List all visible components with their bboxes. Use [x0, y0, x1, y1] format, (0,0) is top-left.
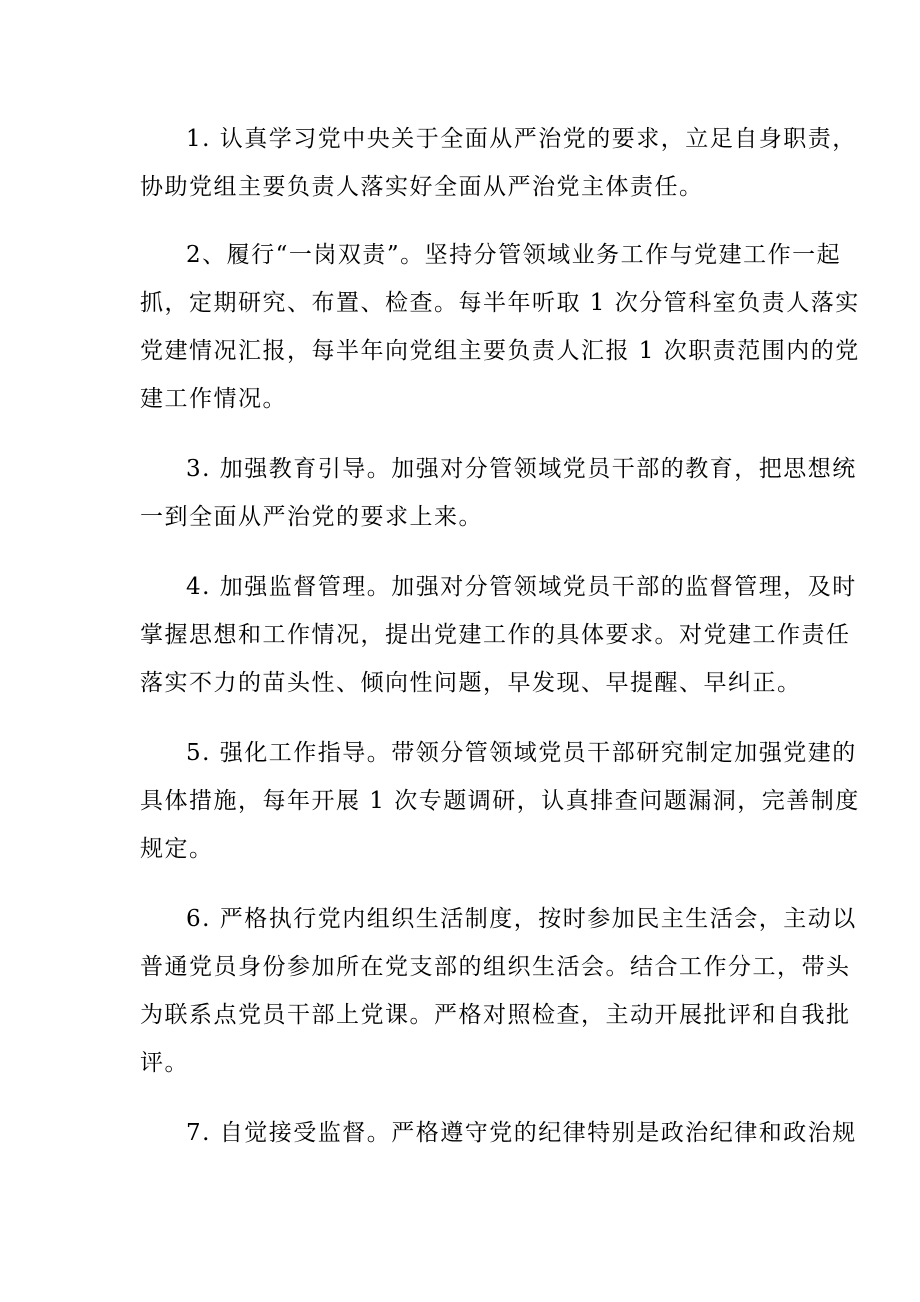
paragraph-line: 抓，定期研究、布置、检查。每半年听取 1 次分管科室负责人落实	[140, 290, 860, 316]
paragraph-line: 规定。	[140, 836, 214, 862]
paragraph-line: 党建情况汇报，每半年向党组主要负责人汇报 1 次职责范围内的党	[140, 338, 860, 364]
paragraph-line: 5. 强化工作指导。带领分管领域党员干部研究制定加强党建的	[186, 740, 857, 766]
paragraph-line: 具体措施，每年开展 1 次专题调研，认真排查问题漏洞，完善制度	[140, 788, 860, 814]
paragraph-line: 4. 加强监督管理。加强对分管领域党员干部的监督管理，及时	[186, 574, 857, 600]
paragraph-line: 6. 严格执行党内组织生活制度，按时参加民主生活会，主动以	[186, 906, 857, 932]
paragraph-line: 掌握思想和工作情况，提出党建工作的具体要求。对党建工作责任	[140, 622, 851, 648]
paragraph-line: 3. 加强教育引导。加强对分管领域党员干部的教育，把思想统	[186, 456, 857, 482]
paragraph-line: 建工作情况。	[140, 386, 287, 412]
paragraph-line: 7. 自觉接受监督。严格遵守党的纪律特别是政治纪律和政治规	[186, 1120, 857, 1146]
paragraph-line: 普通党员身份参加所在党支部的组织生活会。结合工作分工，带头	[140, 954, 851, 980]
paragraph-line: 为联系点党员干部上党课。严格对照检查，主动开展批评和自我批	[140, 1002, 851, 1028]
paragraph-line: 落实不力的苗头性、倾向性问题，早发现、早提醒、早纠正。	[140, 670, 802, 696]
paragraph-line: 评。	[140, 1050, 189, 1076]
paragraph-line: 一到全面从严治党的要求上来。	[140, 504, 483, 530]
paragraph-line: 1. 认真学习党中央关于全面从严治党的要求，立足自身职责，	[186, 126, 857, 152]
paragraph-line: 2、履行“一岗双责”。坚持分管领域业务工作与党建工作一起	[186, 242, 842, 268]
paragraph-line: 协助党组主要负责人落实好全面从严治党主体责任。	[140, 174, 704, 200]
